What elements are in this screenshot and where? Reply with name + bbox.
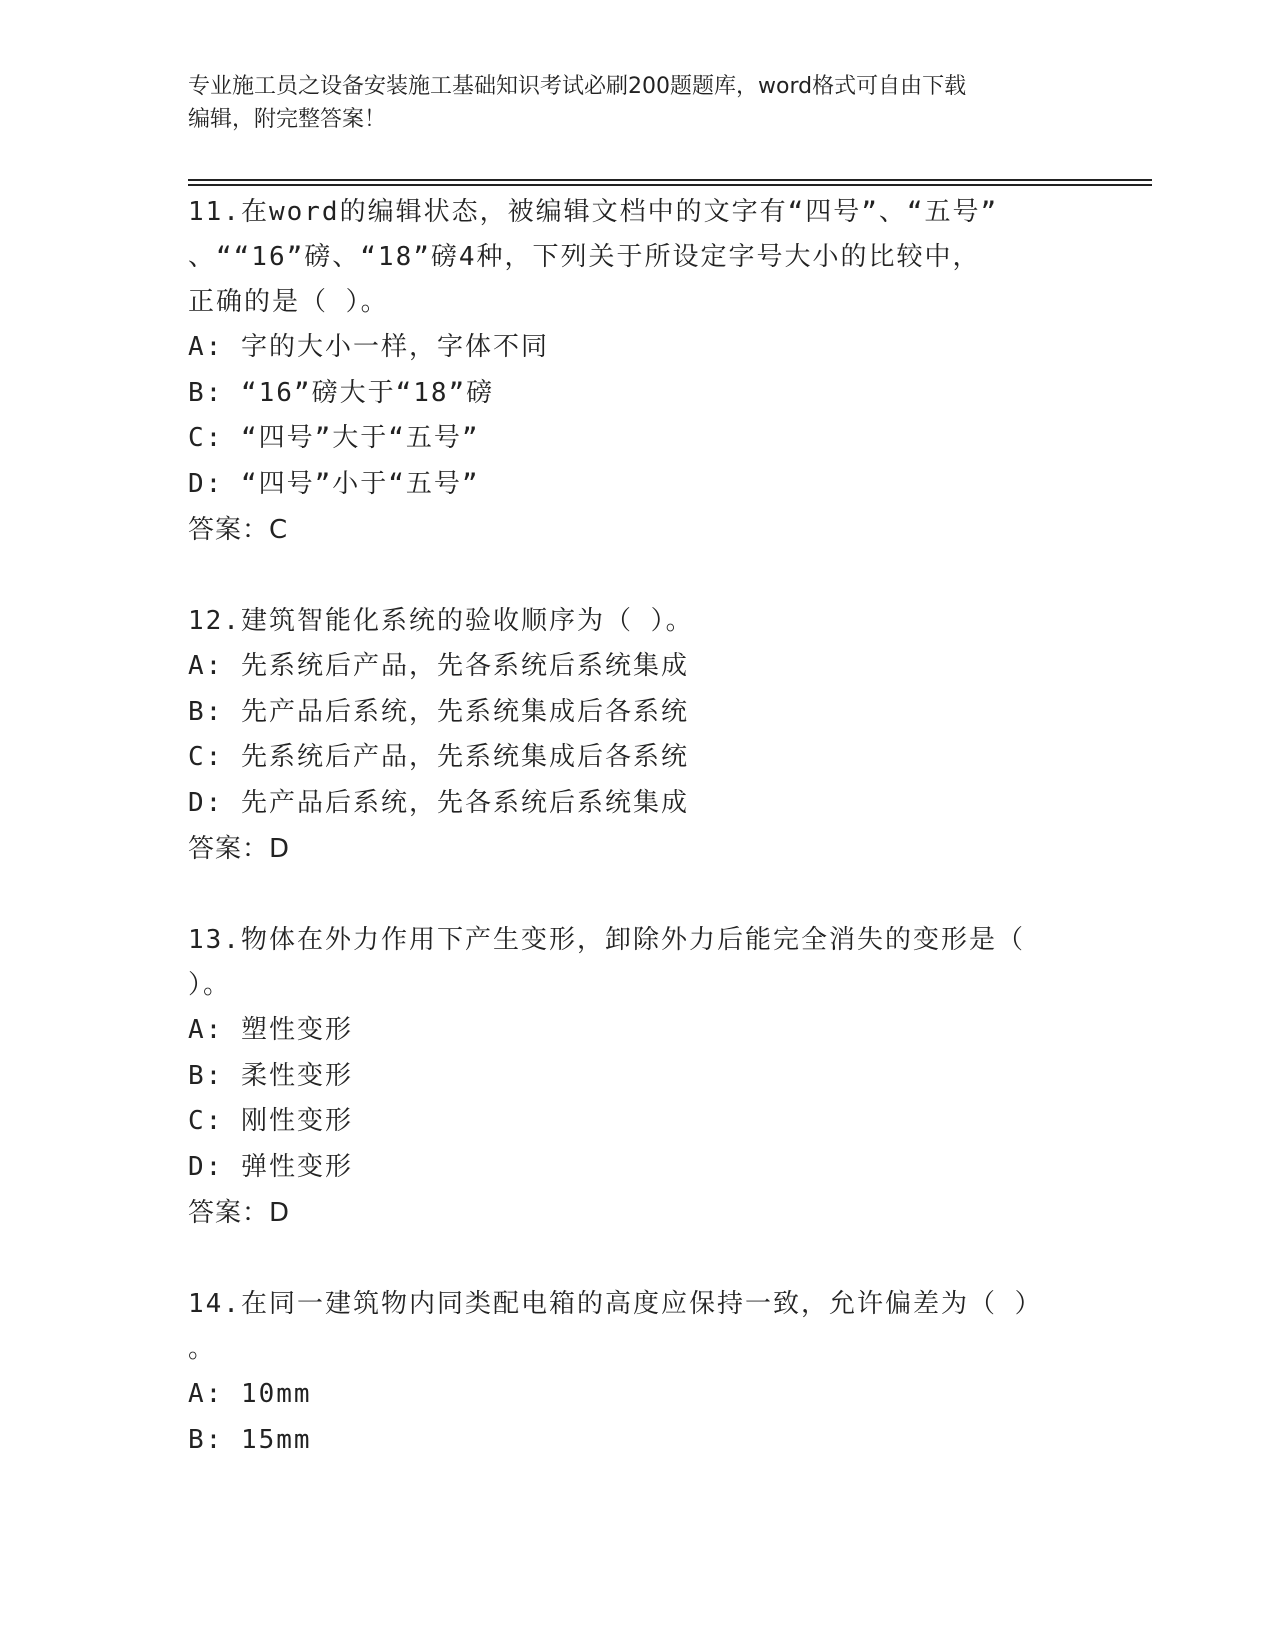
option-c: C: 先系统后产品，先系统集成后各系统 (188, 742, 689, 772)
question-11 (188, 190, 1068, 553)
option-c: C: “四号”大于“五号” (188, 423, 480, 453)
answer-line: 答案：D (188, 834, 291, 864)
option-c: C: 刚性变形 (188, 1106, 353, 1136)
option-a: A: 塑性变形 (188, 1015, 353, 1045)
document-header (188, 70, 1088, 136)
question-13 (188, 918, 1068, 1236)
question-12 (188, 599, 1068, 872)
header-divider-bottom (188, 184, 1152, 186)
question-spacer (188, 872, 1068, 918)
question-stem-line: 12.建筑智能化系统的验收顺序为（ ）。 (188, 606, 694, 636)
answer-line: 答案：C (188, 515, 289, 545)
header-divider-top (188, 179, 1152, 181)
option-b: B: 15mm (188, 1424, 312, 1455)
header-line-2: 编辑，附完整答案！ (188, 107, 387, 132)
question-spacer (188, 553, 1068, 599)
option-d: D: 先产品后系统，先各系统后系统集成 (188, 787, 689, 818)
question-stem-line: 正确的是（ ）。 (188, 287, 389, 317)
answer-line: 答案：D (188, 1198, 291, 1228)
question-stem-line: 、““16”磅、“18”磅4种，下列关于所设定字号大小的比较中， (188, 242, 981, 272)
option-d: D: 弹性变形 (188, 1151, 353, 1182)
question-stem-line: 。 (188, 1334, 217, 1364)
question-list (188, 190, 1068, 1463)
header-line-1: 专业施工员之设备安装施工基础知识考试必刷200题题库，word格式可自由下载 (188, 74, 967, 99)
option-b: B: 先产品后系统，先系统集成后各系统 (188, 696, 689, 727)
question-stem-line: 11.在word的编辑状态，被编辑文档中的文字有“四号”、“五号” (188, 197, 999, 227)
option-b: B: 柔性变形 (188, 1060, 353, 1091)
question-14 (188, 1282, 1068, 1463)
option-a: A: 先系统后产品，先各系统后系统集成 (188, 651, 689, 681)
option-b: B: “16”磅大于“18”磅 (188, 377, 495, 408)
question-stem-line: 14.在同一建筑物内同类配电箱的高度应保持一致，允许偏差为（ ） (188, 1289, 1043, 1319)
question-stem-line: ）。 (188, 970, 232, 1000)
option-a: A: 10mm (188, 1379, 312, 1409)
option-a: A: 字的大小一样，字体不同 (188, 332, 549, 362)
option-d: D: “四号”小于“五号” (188, 468, 480, 499)
question-spacer (188, 1236, 1068, 1282)
question-stem-line: 13.物体在外力作用下产生变形，卸除外力后能完全消失的变形是（ (188, 925, 1025, 955)
